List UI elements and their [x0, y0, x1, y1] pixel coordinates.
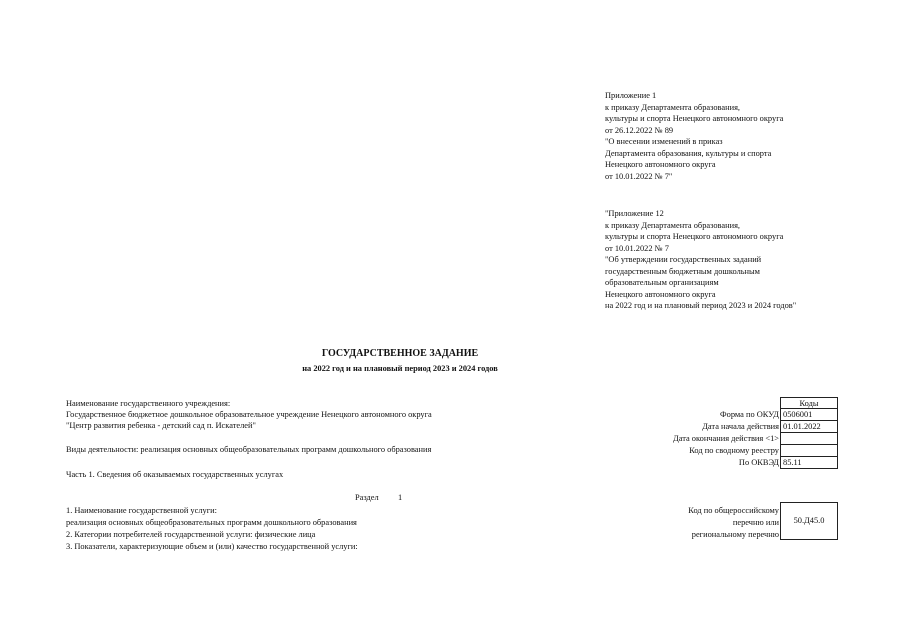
code-label-okved: По ОКВЭД — [738, 458, 779, 467]
appendix-1-line: к приказу Департамента образования, — [605, 102, 741, 112]
registry-label-line: перечню или — [732, 518, 779, 527]
appendix-12-line: "Об утверждении государственных заданий — [605, 255, 762, 264]
appendix-12-line: государственным бюджетным дошкольным — [605, 266, 760, 276]
section-item: 1. Наименование государственной услуги: — [66, 506, 217, 515]
appendix-12-line: Ненецкого автономного округа — [605, 289, 716, 299]
institution-short-name: "Центр развития ребенка - детский сад п. Искателей" — [66, 421, 256, 430]
section-item: 2. Категории потребителей государственной услуги: физические лица — [66, 530, 316, 539]
appendix-1-line: от 10.01.2022 № 7" — [605, 171, 673, 181]
appendix-1-line: "О внесении изменений в приказ — [605, 137, 723, 146]
appendix-12-line: к приказу Департамента образования, — [605, 220, 741, 230]
section-number: 1 — [398, 493, 403, 502]
document-subtitle: на 2022 год и на плановый период 2023 и 2024 годов — [302, 364, 498, 373]
appendix-1-line: Департамента образования, культуры и спорта — [605, 148, 772, 158]
code-label-registry: Код по сводному реестру — [689, 446, 779, 455]
section-item: 3. Показатели, характеризующие объем и (или) качество государственной услуги: — [66, 542, 358, 551]
appendix-12-line: образовательным организациям — [605, 278, 719, 287]
appendix-1-line: от 26.12.2022 № 89 — [605, 125, 674, 135]
institution-label: Наименование государственного учреждения: — [66, 399, 231, 408]
activity-types: Виды деятельности: реализация основных общеобразовательных программ дошкольного образования — [66, 445, 432, 454]
registry-code-box: 50.Д45.0 — [780, 502, 838, 540]
document-title: ГОСУДАРСТВЕННОЕ ЗАДАНИЕ — [321, 348, 479, 359]
registry-label-line: региональному перечню — [691, 530, 779, 539]
part-title: Часть 1. Сведения об оказываемых государственных услугах — [66, 470, 284, 479]
registry-label-line: Код по общероссийскому — [688, 506, 779, 515]
section-item: реализация основных общеобразовательных программ дошкольного образования — [66, 518, 357, 527]
appendix-12-line: "Приложение 12 — [605, 209, 664, 218]
code-label-okud: Форма по ОКУД — [720, 410, 779, 419]
section-label: Раздел — [355, 493, 379, 502]
appendix-12-line: на 2022 год и на плановый период 2023 и 2024 годов" — [605, 301, 797, 310]
appendix-12-line: от 10.01.2022 № 7 — [605, 243, 669, 253]
appendix-12-line: культуры и спорта Ненецкого автономного округа — [605, 232, 784, 241]
appendix-1-line: культуры и спорта Ненецкого автономного округа — [605, 114, 784, 123]
code-value-okved: 85.11 — [780, 456, 838, 469]
appendix-1-block — [605, 90, 783, 182]
codes-header-cell: Коды — [780, 397, 838, 409]
appendix-1-line: Ненецкого автономного округа — [605, 160, 716, 169]
institution-name: Государственное бюджетное дошкольное образовательное учреждение Ненецкого автономного округа — [66, 410, 432, 419]
code-label-start-date: Дата начала действия — [702, 422, 779, 431]
appendix-12-block — [605, 208, 796, 312]
code-value-start-date: 01.01.2022 — [780, 420, 838, 433]
code-label-end-date: Дата окончания действия <1> — [673, 434, 779, 443]
code-value-okud: 0506001 — [780, 408, 838, 421]
appendix-1-line: Приложение 1 — [605, 91, 657, 100]
